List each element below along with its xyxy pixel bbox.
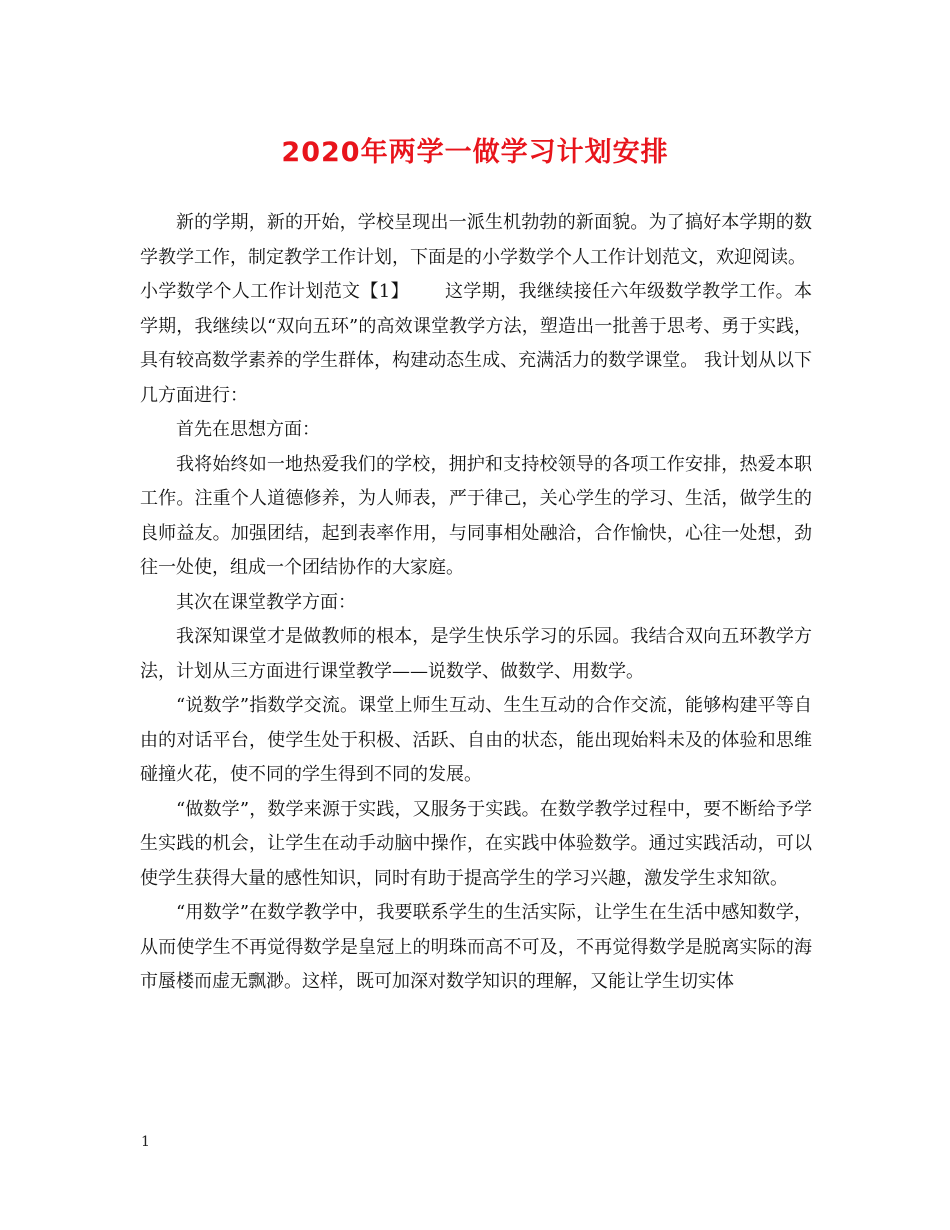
paragraph-section-1 <box>140 275 812 413</box>
document-body <box>140 206 812 1000</box>
heading-thought: 首先在思想方面： <box>176 419 320 440</box>
paragraph-thought: 我将始终如一地热爱我们的学校，拥护和支持校领导的各项工作安排，热爱本职工作。注重个人道德修养，为人师表，严于律己，关心学生的学习、生活，做学生的良师益友。加强团结，起到表率作用，与同事相处融洽，合作愉快，心往一处想，劲往一处使，组成一个团结协作的大家庭。 <box>140 453 812 578</box>
paragraph-speak-math: “说数学”指数学交流。课堂上师生互动、生生互动的合作交流，能够构建平等自由的对话平台，使学生处于积极、活跃、自由的状态，能出现始料未及的体验和思维碰撞火花，使不同的学生得到不同的发展。 <box>140 695 812 785</box>
section-text: 这学期，我继续接任六年级数学教学工作。本学期，我继续以“双向五环”的高效课堂教学方法，塑造出一批善于思考、勇于实践，具有较高数学素养的学生群体，构建动态生成、充满活力的数学课堂。 我计划从以下几方面进行： <box>140 281 813 406</box>
paragraph-use-math: “用数学”在数学教学中，我要联系学生的生活实际，让学生在生活中感知数学，从而使学生不再觉得数学是皇冠上的明珠而高不可及，不再觉得数学是脱离实际的海市蜃楼而虚无飘渺。这样，既可加深对数学知识的理解，又能让学生切实体 <box>140 902 812 992</box>
heading-classroom: 其次在课堂教学方面： <box>176 591 356 613</box>
paragraph-intro: 新的学期，新的开始，学校呈现出一派生机勃勃的新面貌。为了搞好本学期的数学教学工作，制定教学工作计划，下面是的小学数学个人工作计划范文，欢迎阅读。 <box>140 212 812 268</box>
section-heading: 小学数学个人工作计划范文【1】 <box>140 281 409 302</box>
paragraph-classroom: 我深知课堂才是做教师的根本，是学生快乐学习的乐园。我结合双向五环教学方法，计划从三方面进行课堂教学——说数学、做数学、用数学。 <box>140 626 812 682</box>
page-number: 1 <box>141 1134 150 1150</box>
document-title: 2020年两学一做学习计划安排 <box>281 137 669 168</box>
paragraph-do-math: “做数学”，数学来源于实践，又服务于实践。在数学教学过程中，要不断给予学生实践的机会，让学生在动手动脑中操作，在实践中体验数学。通过实践活动，可以使学生获得大量的感性知识，同时有助于提高学生的学习兴趣，激发学生求知欲。 <box>140 798 812 889</box>
